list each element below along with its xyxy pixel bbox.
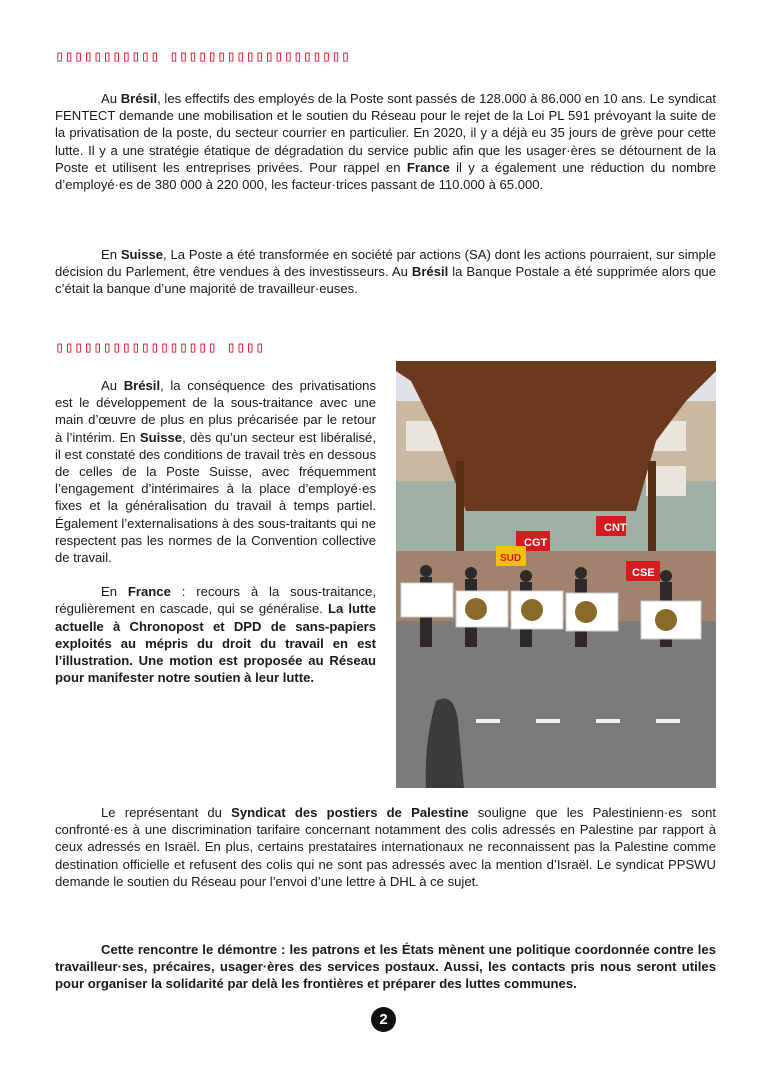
paragraph-sous-traitance: Au Brésil, la conséquence des privatisations est le développement de la sous-traitance avec une main d’œuvre de plus en plus précarisée par le retour à l’intérim. En Suisse, dès qu’un secteur est libéralisé, il est constaté des conditions de travail très en dessous de celles de la Poste Suisse, avec fréquemment l’engagement d’intérimaires à la place d’employé·es fixes et la généralisation du travail à temps partiel. Également l’externalisations à des sous-traitants qui ne respectent pas les normes de la Convention collective de travail. <box>55 378 376 566</box>
paragraph-conclusion-text: Cette rencontre le démontre : les patrons et les États mènent une politique coordonnée contre les travailleur·ses, précaires, usager·ères des services postaux. Aussi, les contacts pris nous seront utiles pour organiser la solidarité par delà les frontières et préparer des luttes communes. <box>55 942 716 992</box>
paragraph-bresil-effectifs: Au Brésil, les effectifs des employés de la Poste sont passés de 128.000 à 86.000 en 10 ans. Le syndicat FENTECT demande une mobilisation et le soutien du Réseau pour le rejet de la Loi PL 591 prévoyant la suite de la privatisation de la poste, du secteur courrier en particulier. En 2020, il y a déjà eu 35 jours de grève pour cette lutte. Il y a une stratégie étatique de dégradation du service public afin que les usager·ères se détournent de la Poste et utilisent les entreprises privées. Pour rappel en France il y a également une réduction du nombre d’employé·es de 380 000 à 220 000, les facteur·trices passant de 110.000 à 65.000. <box>55 91 716 193</box>
photo-banner-cnt: CNT <box>604 522 627 534</box>
group-photo-illustration <box>396 361 716 788</box>
paragraph-conclusion <box>55 941 716 993</box>
section-heading-2: ▯▯▯▯▯▯▯▯▯▯▯▯▯▯▯▯▯ ▯▯▯▯ <box>55 338 265 356</box>
paragraph-suisse-sa: En Suisse, La Poste a été transformée en société par actions (SA) dont les actions pourraient, sur simple décision du Parlement, être vendues à des investisseurs. Au Brésil la Banque Postale a été supprimée alors que c’était la banque d’une majorité de travailleur·euses. <box>55 247 716 297</box>
group-photo <box>396 361 716 788</box>
section-heading-1: ▯▯▯▯▯▯▯▯▯▯▯ ▯▯▯▯▯▯▯▯▯▯▯▯▯▯▯▯▯▯▯ <box>55 47 351 65</box>
column-text <box>55 377 376 686</box>
photo-banner-sud: SUD <box>500 553 522 564</box>
page-number-badge: 2 <box>371 1007 396 1032</box>
paragraph-france-chronopost: En France : recours à la sous-traitance, régulièrement en cascade, qui se généralise. La lutte actuelle à Chronopost et DPD de sans-papiers exploités au mépris du droit du travail en est l’illustration. Une motion est proposée au Réseau pour manifester notre soutien à leur lutte. <box>55 584 377 686</box>
photo-banner-cgt: CGT <box>524 537 548 549</box>
paragraph-palestine: Le représentant du Syndicat des postiers de Palestine souligne que les Palestinienn·es sont confronté·es à une discrimination tarifaire concernant notamment des colis adressés en Palestine par rapport à ceux adressés en Israël. En plus, certains prestataires internationaux ne reconnaissent pas la Palestine comme destination officielle et refusent des colis qui ne sont pas adressés avec la mention d’Israël. Le syndicat PPSWU demande le soutien du Réseau pour l’envoi d’une lettre à DHL à ce sujet. <box>55 805 717 889</box>
photo-banner-cse: CSE <box>632 567 655 579</box>
